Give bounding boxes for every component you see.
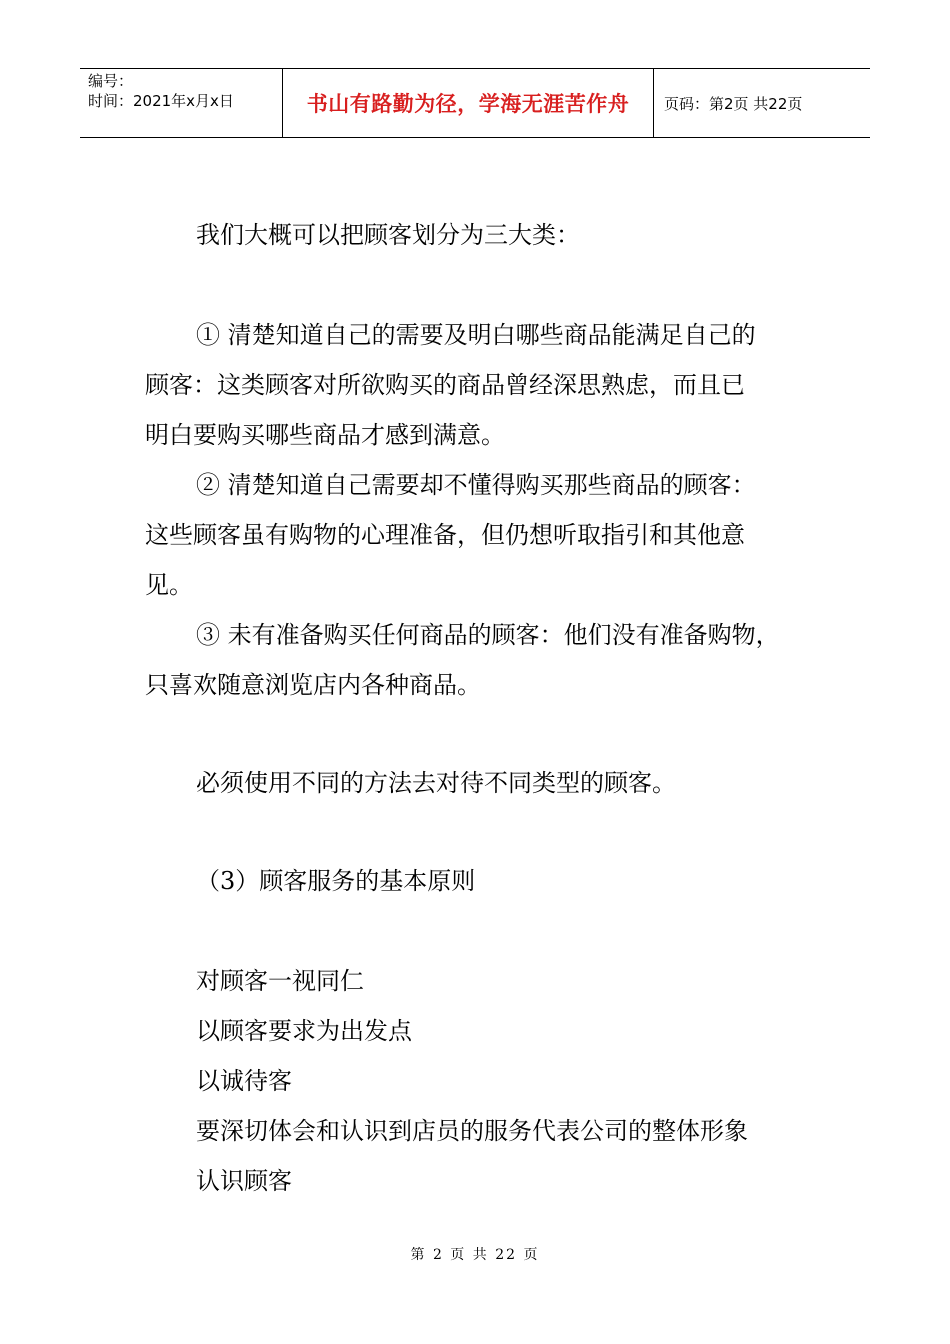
page-footer: 第 2 页 共 22 页: [410, 1247, 540, 1263]
category-3-line-2: 只喜欢随意浏览店内各种商品。: [145, 671, 481, 699]
category-3-line-1: ③ 未有准备购买任何商品的顾客：他们没有准备购物，: [196, 621, 780, 649]
category-2-line-2: 这些顾客虽有购物的心理准备，但仍想听取指引和其他意: [145, 521, 745, 549]
category-2-line-3: 见。: [145, 571, 193, 599]
category-1-line-3: 明白要购买哪些商品才感到满意。: [145, 421, 505, 449]
header-meta: [80, 69, 282, 137]
principle-item: 以顾客要求为出发点: [196, 1017, 412, 1045]
header-page-info: 页码：第2页 共22页: [664, 94, 803, 113]
principle-item: 认识顾客: [196, 1167, 292, 1195]
document-header: [80, 68, 870, 138]
category-2-line-1: ② 清楚知道自己需要却不懂得购买那些商品的顾客：: [196, 471, 756, 499]
method-paragraph: 必须使用不同的方法去对待不同类型的顾客。: [196, 769, 676, 797]
header-motto: 书山有路勤为径，学海无涯苦作舟: [282, 69, 654, 137]
category-1-line-2: 顾客：这类顾客对所欲购买的商品曾经深思熟虑，而且已: [145, 371, 745, 399]
document-time-label: 时间：2021年x月x日: [88, 92, 234, 110]
principle-item: 要深切体会和认识到店员的服务代表公司的整体形象: [196, 1117, 748, 1145]
principle-item: 以诚待客: [196, 1067, 292, 1095]
intro-paragraph: 我们大概可以把顾客划分为三大类：: [196, 221, 580, 249]
principle-item: 对顾客一视同仁: [196, 967, 364, 995]
category-1-line-1: ① 清楚知道自己的需要及明白哪些商品能满足自己的: [196, 321, 756, 349]
document-number-label: 编号：: [88, 72, 134, 90]
section-heading: （3）顾客服务的基本原则: [196, 867, 476, 895]
